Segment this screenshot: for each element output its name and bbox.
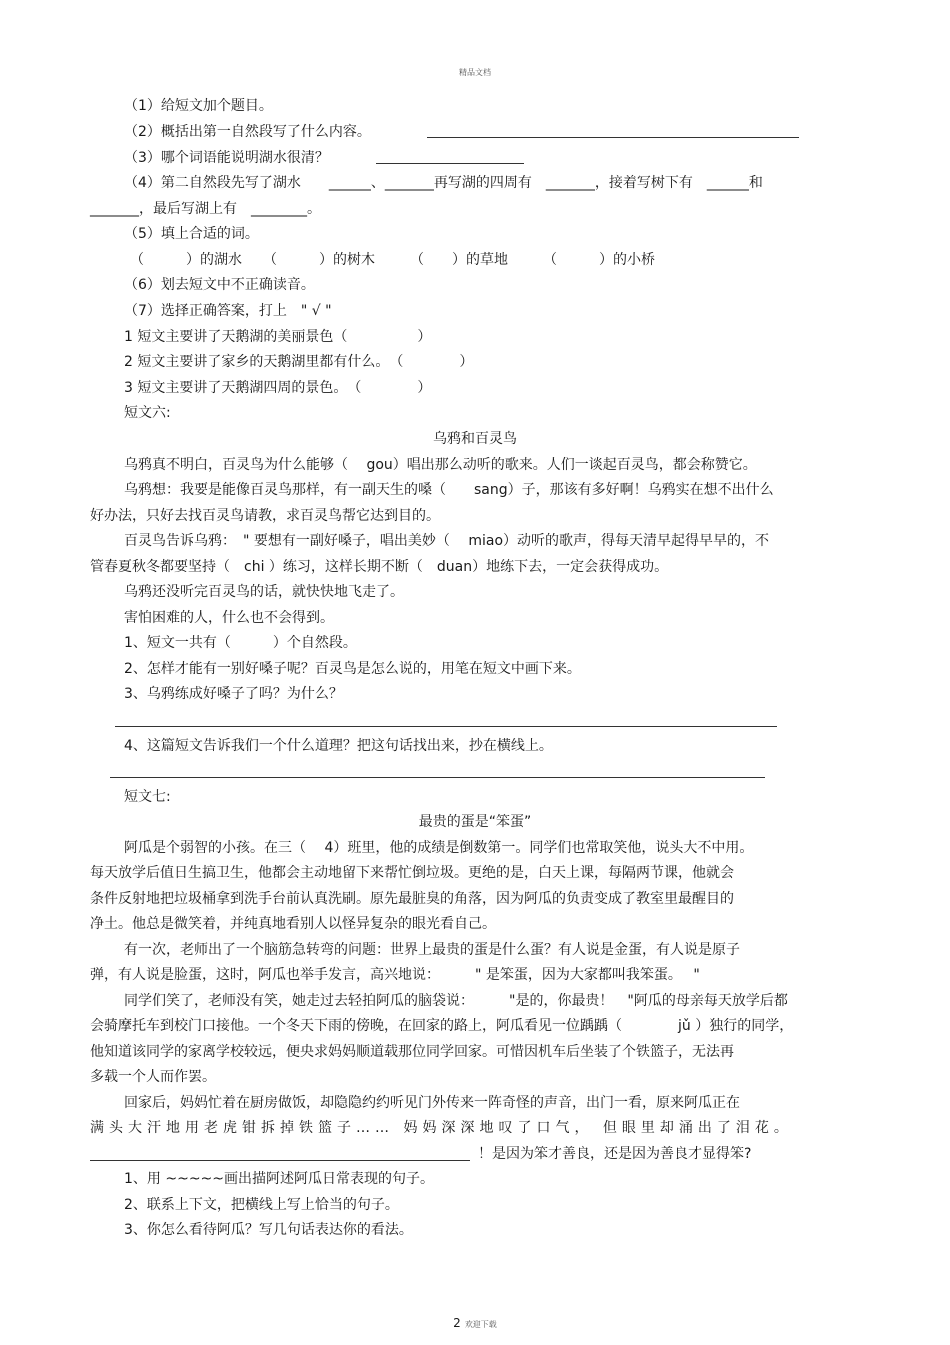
answer-blank [115, 726, 777, 727]
question-line: （5）填上合适的词。 [124, 226, 259, 242]
passage-line: 会骑摩托车到校门口接他。一个冬天下雨的傍晚，在回家的路上，阿瓜看见一位踽踽（ jǔ ）独行的同学， [90, 1018, 794, 1034]
question-line: 2、怎样才能有一别好嗓子呢？百灵鸟是怎么说的，用笔在短文中画下来。 [124, 661, 581, 677]
question-line: 3、乌鸦练成好嗓子了吗？为什么？ [124, 686, 343, 702]
question-line: （6）划去短文中不正确读音。 [124, 277, 315, 293]
question-line: 4、这篇短文告诉我们一个什么道理？把这句话找出来，抄在横线上。 [124, 738, 553, 754]
passage-line: 弹，有人说是脸蛋，这时，阿瓜也举手发言，高兴地说： " 是笨蛋，因为大家都叫我笨蛋。 " [90, 967, 700, 983]
page-number: 2 [453, 1316, 461, 1330]
choice-line: 3 短文主要讲了天鹅湖四周的景色。 （ ） [124, 380, 432, 396]
question-line: 2、联系上下文，把横线上写上恰当的句子。 [124, 1197, 399, 1213]
passage-line: 害怕困难的人，什么也不会得到。 [124, 610, 334, 626]
passage-line: 同学们笑了，老师没有笑，她走过去轻拍阿瓜的脑袋说： "是的，你最贵！ "阿瓜的母亲每天放学后都 [124, 993, 788, 1009]
passage-line: 条件反射地把垃圾桶拿到洗手台前认真洗刷。原先最脏臭的角落，因为阿瓜的负责变成了教室里最醒目的 [90, 891, 734, 907]
section-label: 短文七: [124, 789, 171, 805]
passage-line: 百灵鸟告诉乌鸦： " 要想有一副好嗓子，唱出美妙（ miao）动听的歌声，得每天清早起得早早的，不 [124, 533, 770, 549]
passage-line: 回家后，妈妈忙着在厨房做饭，却隐隐约约听见门外传来一阵奇怪的声音，出门一看，原来阿瓜正在 [124, 1095, 740, 1111]
passage-line: 净土。他总是微笑着，并纯真地看别人以怪异复杂的眼光看自己。 [90, 916, 496, 932]
passage-line: 满头大汗地用老虎钳拆掉铁篮子…… 妈妈深深地叹了口气， 但眼里却涌出了泪花。 [90, 1120, 793, 1136]
question-line: （1）给短文加个题目。 [124, 98, 273, 114]
question-line: （4）第二自然段先写了湖水 ______、_______再写湖的四周有 _______，接着写树下有 ______和 [124, 175, 763, 191]
passage-line: 乌鸦想：我要是能像百灵鸟那样，有一副天生的嗓（ sang）子，那该有多好啊！乌鸦实在想不出什么 [124, 482, 774, 498]
passage-line: ！是因为笨才善良，还是因为善良才显得笨? [478, 1146, 752, 1162]
passage-line: 有一次，老师出了一个脑筋急转弯的问题：世界上最贵的蛋是什么蛋？有人说是金蛋，有人说是原子 [124, 942, 740, 958]
passage-line: 阿瓜是个弱智的小孩。在三（ 4）班里，他的成绩是倒数第一。同学们也常取笑他，说头大不中用。 [124, 840, 754, 856]
passage-title: 最贵的蛋是“笨蛋” [418, 814, 532, 830]
answer-blank [427, 137, 799, 138]
passage-line: 好办法，只好去找百灵鸟请教，求百灵鸟帮它达到目的。 [90, 508, 440, 524]
choice-line: 2 短文主要讲了家乡的天鹅湖里都有什么。 （ ） [124, 354, 474, 370]
question-line: 1、短文一共有（ ）个自然段。 [124, 635, 357, 651]
passage-line: 他知道该同学的家离学校较远，便央求妈妈顺道载那位同学回家。可惜因机车后坐装了个铁篮子，无法再 [90, 1044, 734, 1060]
page-header: 精品文档 [459, 68, 491, 77]
passage-line: 多载一个人而作罢。 [90, 1069, 216, 1085]
section-label: 短文六: [124, 405, 171, 421]
passage-line: 每天放学后值日生搞卫生，他都会主动地留下来帮忙倒垃圾。更绝的是，白天上课，每隔两节课，他就会 [90, 865, 734, 881]
footer-note: 欢迎下载 [464, 1320, 497, 1329]
question-line: 1、用 ~~~~~画出描阿述阿瓜日常表现的句子。 [124, 1171, 435, 1187]
page-footer [0, 1316, 950, 1330]
passage-title: 乌鸦和百灵鸟 [433, 431, 517, 447]
passage-line: 乌鸦还没听完百灵鸟的话，就快快地飞走了。 [124, 584, 404, 600]
question-line: _______，最后写湖上有 ________。 [90, 201, 321, 217]
question-line: 3、你怎么看待阿瓜？写几句话表达你的看法。 [124, 1222, 413, 1238]
answer-blank [110, 777, 765, 778]
question-line: （2）概括出第一自然段写了什么内容。 [124, 124, 371, 140]
question-line: （3）哪个词语能说明湖水很清？ [124, 150, 329, 166]
question-line: （7）选择正确答案，打上 " √ " [124, 303, 332, 319]
answer-blank [90, 1160, 470, 1161]
passage-line: 乌鸦真不明白，百灵鸟为什么能够（ gou）唱出那么动听的歌来。人们一谈起百灵鸟，都会称赞它。 [124, 457, 757, 473]
answer-blank [376, 163, 524, 164]
passage-line: 管春夏秋冬都要坚持（ chi ）练习，这样长期不断（ duan）地练下去，一定会获得成功。 [90, 559, 669, 575]
choice-line: 1 短文主要讲了天鹅湖的美丽景色（ ） [124, 329, 432, 345]
question-line: （ ）的湖水 （ ）的树木 （ ）的草地 （ ）的小桥 [130, 252, 655, 268]
